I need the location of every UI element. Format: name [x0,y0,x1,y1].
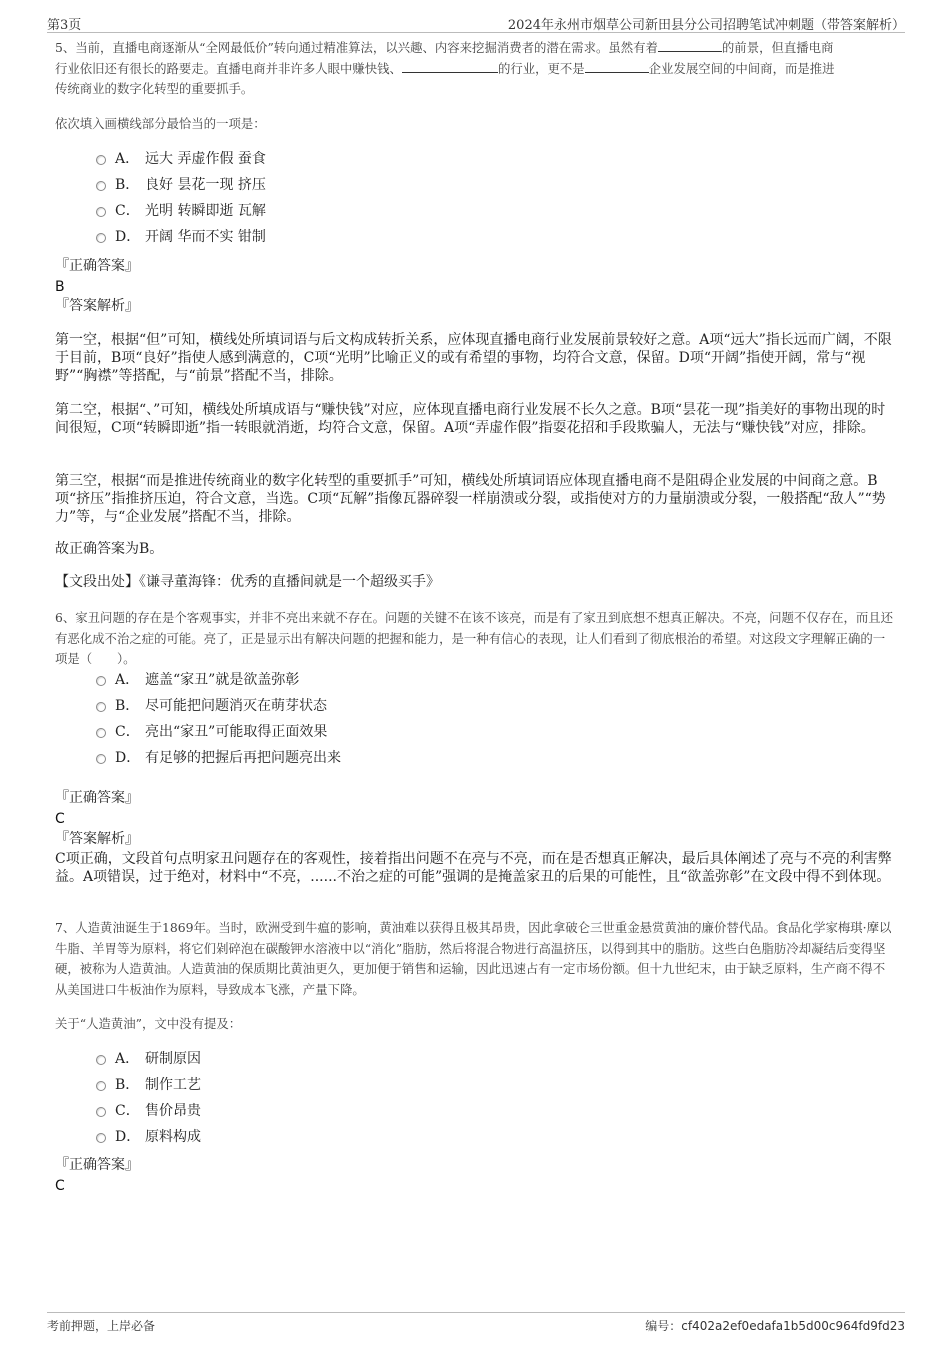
answer-label: 『正确答案』 [55,1157,139,1173]
radio-icon[interactable] [96,181,106,191]
answer-value: C [55,1178,65,1194]
page-number: 第3页 [47,18,82,33]
option-d[interactable]: D． 原料构成 [55,1124,895,1150]
source-citation: 【文段出处】《谦寻董海锋：优秀的直播间就是一个超级买手》 [55,574,440,590]
analysis-paragraph: C项正确，文段首句点明家丑问题存在的客观性，接着指出问题不在亮与不亮，而在是否想真正解决，最后具体阐述了亮与不亮的利害弊益。A项错误，过于绝对，材料中“不亮，......不治之症的可能”强调的是掩盖家丑的后果的可能性，且“欲盖弥彰”在文段中得不到体现。 [55,851,892,885]
radio-icon[interactable] [96,1081,106,1091]
question-7-text: 7、人造黄油诞生于1869年。当时，欧洲受到牛瘟的影响，黄油难以获得且极其昂贵，因此拿破仑三世重金悬赏黄油的廉价替代品。食品化学家梅琪·摩以牛脂、羊胃等为原料，将它们剁碎泡在碳酸钾水溶液中以“消化”脂肪，然后将混合物进行高温挤压，以得到其中的脂肪。这些白色脂肪冷却凝结后变得坚硬，被称为人造黄油。人造黄油的保质期比黄油更久，更加便于销售和运输，因此迅速占有一定市场份额。但十九世纪末，由于缺乏原料，生产商不得不从美国进口牛板油作为原料，导致成本飞涨，产量下降。 [55,920,892,997]
analysis-conclusion: 故正确答案为B。 [55,541,164,557]
answer-value: C [55,811,65,827]
analysis-paragraph: 第一空，根据“但”可知，横线处所填词语与后文构成转折关系，应体现直播电商行业发展前景较好之意。A项“远大”指长远而广阔，不限于目前，B项“良好”指使人感到满意的，C项“光明”比喻正义的或有希望的事物，均符合文意，保留。D项“开阔”指使开阔，常与“视野”“胸襟”等搭配，与“前景”搭配不当，排除。 [55,332,892,384]
analysis-paragraph: 第二空，根据“、”可知，横线处所填成语与“赚快钱”对应，应体现直播电商行业发展不长久之意。B项“昙花一现”指美好的事物出现的时间很短，C项“转瞬即逝”指一转眼就消逝，均符合文意，保留。A项“弄虚作假”指耍花招和手段欺骗人，无法与“赚快钱”对应，排除。 [55,402,886,436]
radio-icon[interactable] [96,702,106,712]
analysis-label: 『答案解析』 [55,298,139,314]
fill-blank-1 [658,38,722,52]
question-6-options [55,667,895,771]
radio-icon[interactable] [96,155,106,165]
answer-label: 『正确答案』 [55,258,139,274]
analysis-paragraph: 第三空，根据“而是推进传统商业的数字化转型的重要抓手”可知，横线处所填词语应体现直播电商不是阻碍企业发展的中间商之意。B项“挤压”指推挤压迫，符合文意，当选。C项“瓦解”指像瓦器碎裂一样崩溃或分裂，或指使对方的力量崩溃或分裂，一般搭配“敌人”“势力”等，与“企业发展”搭配不当，排除。 [55,473,886,525]
fill-blank-2 [402,59,498,73]
radio-icon[interactable] [96,207,106,217]
answer-value: B [55,279,65,295]
option-d[interactable]: D． 有足够的把握后再把问题亮出来 [55,745,895,771]
radio-icon[interactable] [96,676,106,686]
document-title: 2024年永州市烟草公司新田县分公司招聘笔试冲刺题（带答案解析） [507,18,905,33]
question-7-instruction: 关于“人造黄油”，文中没有提及： [55,1016,242,1031]
fill-blank-3 [585,59,649,73]
option-d[interactable]: D． 开阔 华而不实 钳制 [55,224,895,250]
page-footer [47,1312,905,1337]
radio-icon[interactable] [96,728,106,738]
option-a[interactable]: A． 研制原因 [55,1046,895,1072]
option-a[interactable]: A． 遮盖“家丑”就是欲盖弥彰 [55,667,895,693]
option-a[interactable]: A． 远大 弄虚作假 蚕食 [55,146,895,172]
radio-icon[interactable] [96,1133,106,1143]
footer-slogan: 考前押题，上岸必备 [47,1319,156,1333]
analysis-label: 『答案解析』 [55,831,139,847]
option-b[interactable]: B． 良好 昙花一现 挤压 [55,172,895,198]
radio-icon[interactable] [96,233,106,243]
radio-icon[interactable] [96,1107,106,1117]
option-b[interactable]: B． 制作工艺 [55,1072,895,1098]
question-5-instruction: 依次填入画横线部分最恰当的一项是： [55,116,266,131]
radio-icon[interactable] [96,1055,106,1065]
option-b[interactable]: B． 尽可能把问题消灭在萌芽状态 [55,693,895,719]
question-6-text: 6、家丑问题的存在是个客观事实，并非不亮出来就不存在。问题的关键不在该不该亮，而是有了家丑到底想不想真正解决。不亮，问题不仅存在，而且还有恶化成不治之症的可能。亮了，正是显示出有解决问题的把握和能力，是一种有信心的表现，让人们看到了彻底根治的希望。对这段文字理解正确的一项是（ ）。 [55,610,894,666]
question-7-options [55,1046,895,1150]
option-c[interactable]: C． 亮出“家丑”可能取得正面效果 [55,719,895,745]
option-c[interactable]: C． 光明 转瞬即逝 瓦解 [55,198,895,224]
option-c[interactable]: C． 售价昂贵 [55,1098,895,1124]
question-5-text: 5、当前，直播电商逐渐从“全网最低价”转向通过精准算法，以兴趣、内容来挖掘消费者的潜在需求。虽然有着 的前景，但直播电商 行业依旧还有很长的路要走。直播电商并非许多人眼中赚快钱、 的行业，更不是 企业发展空间的中间商，而是推进 传统商业的数字化转型的重要抓手。 [55,40,835,96]
document-code: 编号：cf402a2ef0edafa1b5d00c964fd9fd23 [645,1319,905,1333]
radio-icon[interactable] [96,754,106,764]
page-header [47,10,905,33]
question-5-options [55,146,895,250]
answer-label: 『正确答案』 [55,790,139,806]
question-5 [55,38,895,100]
